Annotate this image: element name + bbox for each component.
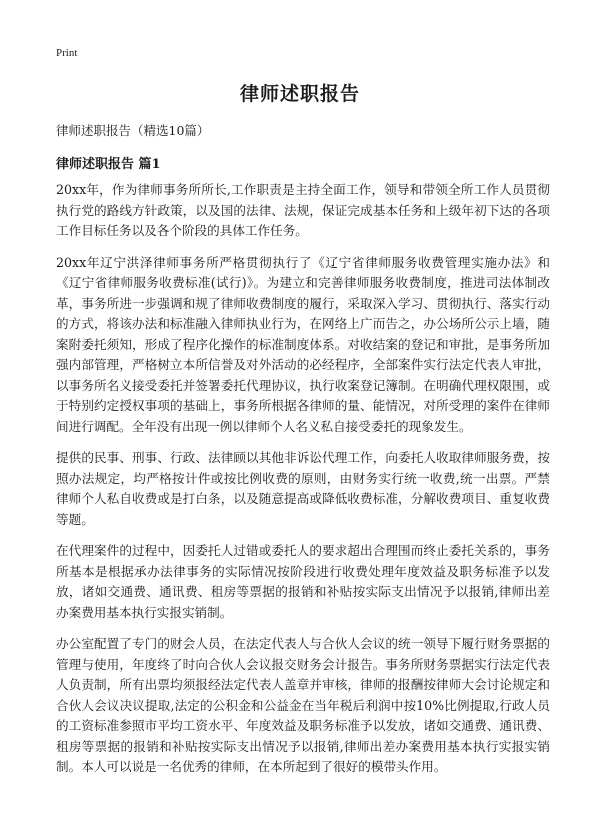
document-title: 律师述职报告 [239, 83, 360, 105]
document-body [56, 180, 550, 789]
print-link[interactable]: Print [56, 47, 78, 59]
paragraph: 办公室配置了专门的财会人员，在法定代表人与合伙人会议的统一领导下履行财务票据的管理与使用，年度终了时向合伙人会议报交财务会计报告。事务所财务票据实行法定代表人负责制，所有出票均须报经法定代表人盖章并审核，律师的报酬按律师大会讨论规定和合伙人会议决议提取,法定的公积金和公益金在当年税后利润中按10%比例提取,行政人员的工资标准参照市平均工资水平、年度效益及职务标准予以发放，诸如交通费、通讯费、租房等票据的报销和补贴按实际支出情况予以报销,律师出差办案费用基本执行实报实销制。本人可以说是一名优秀的律师，在本所起到了很好的模带头作用。 [56, 636, 550, 774]
paragraph: 提供的民事、刑事、行政、法律顾以其他非诉讼代理工作，向委托人收取律师服务费，按照办法规定，均严格按计件或按比例收费的原则，由财务实行统一收费,统一出票。严禁律师个人私自收费或是打白条，以及随意提高或降低收费标准，分解收费项目、重复收费等题。 [56, 450, 550, 527]
paragraph: 20xx年，作为律师事务所所长,工作职责是主持全面工作，领导和带领全所工作人员贯彻执行党的路线方针政策，以及国的法律、法规，保证完成基本任务和上级年初下达的各项工作目标任务以及各个阶段的具体工作任务。 [56, 182, 550, 238]
document-subtitle: 律师述职报告（精选10篇） [56, 123, 210, 138]
paragraph: 在代理案件的过程中，因委托人过错或委托人的要求超出合理围而终止委托关系的，事务所基本是根据承办法律事务的实际情况按阶段进行收费处理年度效益及职务标准予以发放，诸如交通费、通讯费、租房等票据的报销和补贴按实际支出情况予以报销,律师出差办案费用基本执行实报实销制。 [56, 543, 550, 620]
paragraph: 20xx年辽宁洪泽律师事务所严格贯彻执行了《辽宁省律师服务收费管理实施办法》和《辽宁省律师服务收费标准(试行)》。为建立和完善律师服务收费制度，推进司法体制改革，事务所进一步强调和规了律师收费制度的履行，采取深入学习、贯彻执行、落实行动的方式，将该办法和标准融入律师执业行为，在网络上广而告之，办公场所公示上墙，随案附委托须知，形成了程序化操作的标准制度体系。对收结案的登记和审批，是事务所加强内部管理，严格树立本所信誉及对外活动的必经程序，全部案件实行法定代表人审批，以事务所名义接受委托并签署委托代理协议，执行收案登记簿制。在明确代理权限围，或于特别约定授权事项的基础上，事务所根据各律师的量、能情况，对所受理的案件在律师间进行调配。全年没有出现一例以律师个人名义私自接受委托的现象发生。 [56, 254, 550, 434]
section-heading: 律师述职报告 篇1 [56, 157, 161, 172]
